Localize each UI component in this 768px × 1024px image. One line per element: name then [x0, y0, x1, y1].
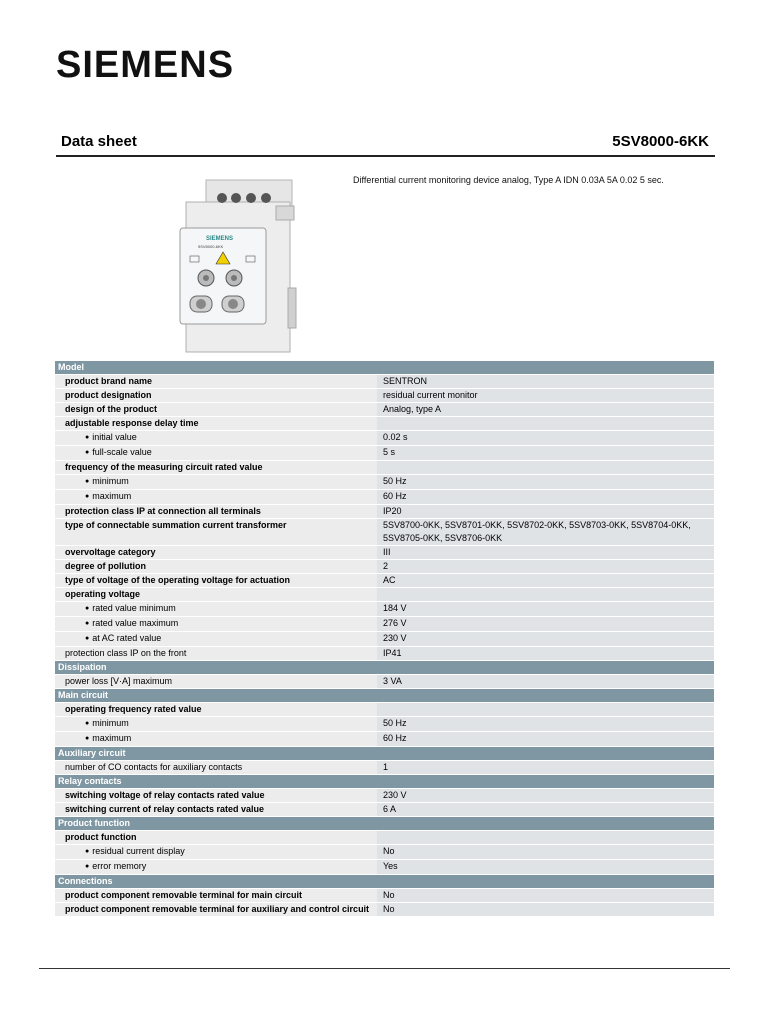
- spec-label-text: at AC rated value: [92, 633, 162, 643]
- spec-label-text: switching current of relay contacts rated value: [65, 804, 265, 814]
- spec-label-text: minimum: [92, 718, 129, 728]
- spec-value: AC: [377, 574, 714, 587]
- footer-divider: [39, 968, 730, 969]
- spec-label-text: switching voltage of relay contacts rated value: [65, 790, 265, 800]
- section-header: [55, 661, 714, 674]
- spec-label: [55, 490, 377, 504]
- spec-label: [55, 389, 377, 402]
- spec-value: residual current monitor: [377, 389, 714, 402]
- section-header: [55, 775, 714, 788]
- spec-row: [55, 417, 714, 430]
- spec-row: [55, 860, 714, 874]
- product-image: [176, 178, 298, 354]
- spec-label-text: number of CO contacts for auxiliary contacts: [65, 762, 243, 772]
- spec-row: [55, 717, 714, 731]
- spec-label-text: product component removable terminal for main circuit: [65, 890, 303, 900]
- spec-value: [377, 417, 714, 430]
- spec-label: [55, 617, 377, 631]
- spec-value: 6 A: [377, 803, 714, 816]
- spec-row: [55, 903, 714, 916]
- spec-label-text: protection class IP at connection all terminals: [65, 506, 261, 516]
- spec-value: 5SV8700-0KK, 5SV8701-0KK, 5SV8702-0KK, 5SV8703-0KK, 5SV8704-0KK, 5SV8705-0KK, 5SV8706-0KK: [377, 519, 714, 545]
- spec-row: [55, 632, 714, 646]
- spec-label: [55, 675, 377, 688]
- spec-label: [55, 403, 377, 416]
- spec-row: [55, 389, 714, 402]
- bullet-icon: ●: [85, 434, 90, 441]
- spec-row: [55, 403, 714, 416]
- spec-label: [55, 789, 377, 802]
- spec-label: [55, 461, 377, 474]
- spec-row: [55, 831, 714, 844]
- spec-label: [55, 647, 377, 660]
- spec-label: [55, 546, 377, 559]
- spec-value: 0.02 s: [377, 431, 714, 445]
- spec-row: [55, 732, 714, 746]
- spec-label: [55, 845, 377, 859]
- spec-label: [55, 602, 377, 616]
- spec-label-text: degree of pollution: [65, 561, 146, 571]
- spec-value: No: [377, 845, 714, 859]
- spec-label-text: adjustable response delay time: [65, 418, 199, 428]
- spec-label-text: residual current display: [92, 846, 185, 856]
- bullet-icon: ●: [85, 493, 90, 500]
- spec-label-text: design of the product: [65, 404, 157, 414]
- spec-label: [55, 505, 377, 518]
- spec-value: 3 VA: [377, 675, 714, 688]
- spec-label: [55, 431, 377, 445]
- bullet-icon: ●: [85, 478, 90, 485]
- spec-label: [55, 560, 377, 573]
- spec-label-text: protection class IP on the front: [65, 648, 187, 658]
- spec-label-text: power loss [V·A] maximum: [65, 676, 173, 686]
- spec-label-text: product brand name: [65, 376, 153, 386]
- spec-label-text: initial value: [92, 432, 137, 442]
- spec-value: [377, 461, 714, 474]
- spec-label-text: type of voltage of the operating voltage for actuation: [65, 575, 291, 585]
- spec-row: [55, 889, 714, 902]
- spec-label: [55, 475, 377, 489]
- spec-label: [55, 903, 377, 916]
- section-title: Main circuit: [55, 689, 714, 702]
- spec-label-text: rated value maximum: [92, 618, 179, 628]
- spec-value: 50 Hz: [377, 475, 714, 489]
- spec-value: [377, 703, 714, 716]
- spec-label: [55, 446, 377, 460]
- spec-row: [55, 803, 714, 816]
- spec-row: [55, 519, 714, 545]
- spec-value: Analog, type A: [377, 403, 714, 416]
- spec-label: [55, 860, 377, 874]
- spec-row: [55, 703, 714, 716]
- section-header: [55, 817, 714, 830]
- spec-label: [55, 889, 377, 902]
- spec-row: [55, 490, 714, 504]
- title-row: [59, 133, 713, 153]
- spec-label: [55, 574, 377, 587]
- spec-label-text: frequency of the measuring circuit rated value: [65, 462, 263, 472]
- spec-value: IP20: [377, 505, 714, 518]
- bullet-icon: ●: [85, 720, 90, 727]
- bullet-icon: ●: [85, 449, 90, 456]
- spec-row: [55, 761, 714, 774]
- spec-value: [377, 831, 714, 844]
- spec-row: [55, 602, 714, 616]
- bullet-icon: ●: [85, 635, 90, 642]
- document-type-title: Data sheet: [61, 133, 137, 150]
- spec-row: [55, 617, 714, 631]
- device-brand-mark: SIEMENS: [206, 236, 234, 242]
- section-title: Model: [55, 361, 714, 374]
- spec-label-text: maximum: [92, 733, 132, 743]
- spec-label-text: product designation: [65, 390, 152, 400]
- spec-row: [55, 789, 714, 802]
- spec-label-text: rated value minimum: [92, 603, 176, 613]
- spec-value: 230 V: [377, 632, 714, 646]
- spec-label-text: product function: [65, 832, 137, 842]
- spec-value: IP41: [377, 647, 714, 660]
- spec-row: [55, 845, 714, 859]
- section-title: Auxiliary circuit: [55, 747, 714, 760]
- spec-value: [377, 588, 714, 601]
- spec-label: [55, 761, 377, 774]
- bullet-icon: ●: [85, 620, 90, 627]
- product-description: Differential current monitoring device analog, Type A IDN 0.03A 5A 0.02 5 sec.: [353, 175, 664, 185]
- section-header: [55, 689, 714, 702]
- spec-value: III: [377, 546, 714, 559]
- spec-label: [55, 588, 377, 601]
- spec-label: [55, 703, 377, 716]
- spec-label: [55, 375, 377, 388]
- spec-label-text: product component removable terminal for auxiliary and control circuit: [65, 904, 370, 914]
- section-header: [55, 747, 714, 760]
- bullet-icon: ●: [85, 605, 90, 612]
- spec-row: [55, 675, 714, 688]
- spec-value: 5 s: [377, 446, 714, 460]
- spec-value: SENTRON: [377, 375, 714, 388]
- spec-row: [55, 574, 714, 587]
- section-title: Connections: [55, 875, 714, 888]
- section-title: Relay contacts: [55, 775, 714, 788]
- spec-label: [55, 831, 377, 844]
- spec-value: 276 V: [377, 617, 714, 631]
- spec-value: 230 V: [377, 789, 714, 802]
- spec-value: 2: [377, 560, 714, 573]
- spec-label-text: type of connectable summation current transformer: [65, 520, 287, 530]
- spec-label: [55, 417, 377, 430]
- bullet-icon: ●: [85, 735, 90, 742]
- section-header: [55, 875, 714, 888]
- spec-row: [55, 375, 714, 388]
- spec-row: [55, 431, 714, 445]
- spec-row: [55, 560, 714, 573]
- spec-label-text: error memory: [92, 861, 147, 871]
- bullet-icon: ●: [85, 848, 90, 855]
- siemens-logo: SIEMENS: [56, 44, 235, 86]
- spec-label-text: overvoltage category: [65, 547, 156, 557]
- spec-value: 50 Hz: [377, 717, 714, 731]
- spec-label: [55, 717, 377, 731]
- title-divider: [56, 155, 715, 157]
- spec-label-text: full-scale value: [92, 447, 152, 457]
- spec-row: [55, 647, 714, 660]
- product-number-title: 5SV8000-6KK: [612, 133, 709, 150]
- spec-label: [55, 732, 377, 746]
- spec-value: 60 Hz: [377, 732, 714, 746]
- spec-row: [55, 588, 714, 601]
- device-model-mark: 5SV8000-6KK: [198, 244, 224, 249]
- spec-value: No: [377, 903, 714, 916]
- spec-row: [55, 475, 714, 489]
- spec-value: 1: [377, 761, 714, 774]
- spec-value: Yes: [377, 860, 714, 874]
- bullet-icon: ●: [85, 863, 90, 870]
- section-header: [55, 361, 714, 374]
- spec-label-text: operating frequency rated value: [65, 704, 202, 714]
- spec-label: [55, 519, 377, 545]
- spec-label-text: minimum: [92, 476, 129, 486]
- spec-label-text: maximum: [92, 491, 132, 501]
- spec-row: [55, 546, 714, 559]
- section-title: Product function: [55, 817, 714, 830]
- spec-value: 60 Hz: [377, 490, 714, 504]
- spec-value: No: [377, 889, 714, 902]
- spec-label: [55, 803, 377, 816]
- spec-label-text: operating voltage: [65, 589, 141, 599]
- spec-label: [55, 632, 377, 646]
- spec-value: 184 V: [377, 602, 714, 616]
- spec-row: [55, 505, 714, 518]
- spec-row: [55, 446, 714, 460]
- specification-table: [55, 360, 714, 917]
- spec-row: [55, 461, 714, 474]
- section-title: Dissipation: [55, 661, 714, 674]
